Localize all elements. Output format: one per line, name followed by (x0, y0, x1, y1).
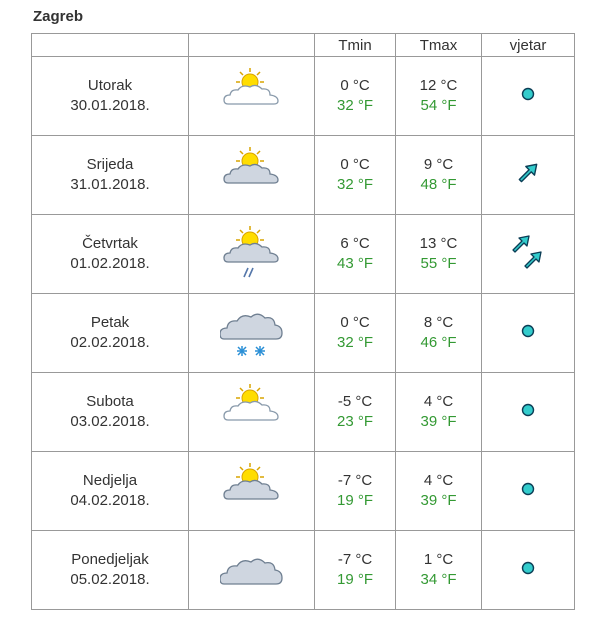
tmin-fahrenheit: 19 °F (336, 492, 373, 509)
header-tmax: Tmax (396, 34, 482, 57)
day-cell (32, 136, 189, 215)
weather-cell (189, 531, 315, 610)
tmin-cell (315, 531, 396, 610)
day-cell (32, 452, 189, 531)
wind-cell (482, 294, 575, 373)
tmin-fahrenheit: 19 °F (336, 571, 373, 588)
day-date: 04.02.2018. (70, 492, 150, 509)
table-row (32, 452, 575, 531)
day-date: 03.02.2018. (70, 413, 150, 430)
day-date: 02.02.2018. (70, 334, 150, 351)
calm-wind-icon (518, 321, 538, 345)
day-name: Četvrtak (82, 235, 138, 252)
wind-cell (482, 57, 575, 136)
tmin-cell (315, 57, 396, 136)
tmax-cell (396, 136, 482, 215)
calm-wind-icon (518, 558, 538, 582)
day-cell (32, 57, 189, 136)
header-icon (189, 34, 315, 57)
forecast-table (31, 33, 575, 610)
tmax-cell (396, 452, 482, 531)
day-cell (32, 294, 189, 373)
table-row (32, 57, 575, 136)
day-cell (32, 373, 189, 452)
weather-cell (189, 136, 315, 215)
tmin-cell (315, 294, 396, 373)
tmin-cell (315, 452, 396, 531)
weather-cell (189, 294, 315, 373)
sun-cloud-rain-icon (222, 222, 282, 286)
wind-cell (482, 215, 575, 294)
header-day (32, 34, 189, 57)
tmax-cell (396, 294, 482, 373)
day-name: Nedjelja (82, 472, 138, 489)
tmax-fahrenheit: 34 °F (420, 571, 457, 588)
tmin-celsius: 0 °C (340, 156, 370, 173)
day-date: 01.02.2018. (70, 255, 150, 272)
tmax-fahrenheit: 54 °F (420, 97, 457, 114)
tmax-celsius: 4 °C (423, 393, 454, 410)
tmin-cell (315, 215, 396, 294)
calm-wind-icon (518, 84, 538, 108)
weather-cell (189, 452, 315, 531)
tmax-fahrenheit: 48 °F (420, 176, 457, 193)
tmin-celsius: 0 °C (340, 77, 370, 94)
tmin-fahrenheit: 43 °F (336, 255, 373, 272)
tmin-cell (315, 136, 396, 215)
tmax-cell (396, 373, 482, 452)
sun-behind-cloud-icon (222, 459, 282, 523)
tmax-celsius: 13 °C (419, 235, 458, 252)
tmax-fahrenheit: 55 °F (420, 255, 457, 272)
tmax-cell (396, 215, 482, 294)
tmin-fahrenheit: 32 °F (336, 97, 373, 114)
tmin-celsius: 0 °C (340, 314, 370, 331)
wind-cell (482, 531, 575, 610)
tmin-celsius: 6 °C (340, 235, 370, 252)
day-name: Petak (90, 314, 130, 331)
header-wind: vjetar (482, 34, 575, 57)
tmax-celsius: 1 °C (423, 551, 454, 568)
tmax-cell (396, 57, 482, 136)
tmin-cell (315, 373, 396, 452)
tmin-celsius: -7 °C (337, 472, 373, 489)
day-date: 05.02.2018. (70, 571, 150, 588)
weather-cell (189, 215, 315, 294)
sun-behind-cloud-icon (222, 143, 282, 207)
calm-wind-icon (518, 479, 538, 503)
tmax-fahrenheit: 39 °F (420, 492, 457, 509)
tmax-celsius: 8 °C (423, 314, 454, 331)
day-date: 30.01.2018. (70, 97, 150, 114)
day-name: Srijeda (86, 156, 134, 173)
double-wind-arrow-icon (510, 232, 546, 276)
wind-arrow-icon (515, 160, 541, 190)
day-cell (32, 215, 189, 294)
day-name: Ponedjeljak (71, 551, 149, 568)
tmax-fahrenheit: 46 °F (420, 334, 457, 351)
weather-cell (189, 373, 315, 452)
table-row (32, 136, 575, 215)
overcast-cloud-icon (220, 538, 284, 602)
header-tmin: Tmin (315, 34, 396, 57)
tmin-celsius: -7 °C (337, 551, 373, 568)
calm-wind-icon (518, 400, 538, 424)
partly-cloudy-icon (222, 380, 282, 444)
tmax-celsius: 9 °C (423, 156, 454, 173)
tmax-cell (396, 531, 482, 610)
table-row (32, 531, 575, 610)
tmin-fahrenheit: 23 °F (336, 413, 373, 430)
tmin-celsius: -5 °C (337, 393, 373, 410)
header-row (32, 34, 575, 57)
city-title: Zagreb (33, 8, 84, 25)
day-cell (32, 531, 189, 610)
cloud-snow-icon (220, 301, 284, 365)
partly-cloudy-icon (222, 64, 282, 128)
tmin-fahrenheit: 32 °F (336, 334, 373, 351)
wind-cell (482, 452, 575, 531)
tmin-fahrenheit: 32 °F (336, 176, 373, 193)
day-name: Utorak (87, 77, 133, 94)
weather-cell (189, 57, 315, 136)
table-row (32, 373, 575, 452)
table-row (32, 294, 575, 373)
wind-cell (482, 136, 575, 215)
tmax-celsius: 4 °C (423, 472, 454, 489)
table-row (32, 215, 575, 294)
day-date: 31.01.2018. (70, 176, 150, 193)
tmax-fahrenheit: 39 °F (420, 413, 457, 430)
tmax-celsius: 12 °C (419, 77, 458, 94)
wind-cell (482, 373, 575, 452)
day-name: Subota (86, 393, 134, 410)
